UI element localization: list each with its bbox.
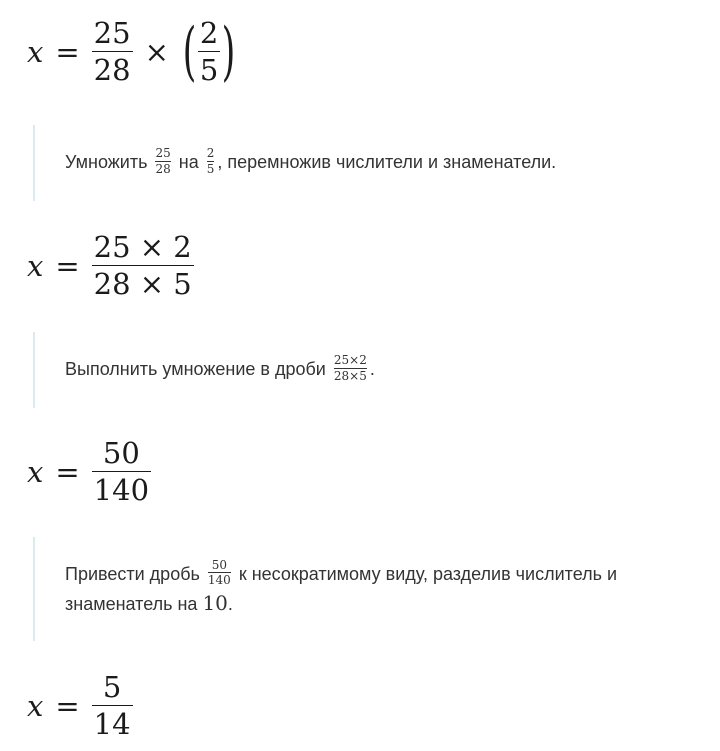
equals-sign: = <box>55 34 80 69</box>
denominator: 14 <box>93 707 131 742</box>
denominator: 5 <box>199 53 219 88</box>
variable-x: x <box>27 688 44 723</box>
explain-text: . <box>227 594 233 615</box>
denominator: 28 <box>93 53 131 88</box>
numerator: 25 × 2 <box>93 230 192 264</box>
denominator: 28 <box>155 161 171 176</box>
divisor-value: 10 <box>202 591 228 616</box>
equals-sign: = <box>55 454 80 489</box>
numerator: 50 <box>211 557 227 572</box>
numerator: 25 <box>155 146 171 161</box>
fraction-2-5 <box>198 18 220 86</box>
equation-step-1 <box>27 14 237 89</box>
fraction-25-28 <box>92 18 133 86</box>
explain-text: Привести дробь <box>65 563 200 584</box>
inline-fraction <box>334 354 367 382</box>
explain-text: на <box>178 152 199 173</box>
fraction-5-14 <box>92 672 133 740</box>
numerator: 2 <box>199 16 219 50</box>
denominator: 5 <box>206 161 215 176</box>
denominator: 140 <box>93 473 150 508</box>
fraction-50-140 <box>92 438 151 506</box>
equation-step-2 <box>27 232 194 300</box>
variable-x: x <box>27 248 44 283</box>
denominator: 140 <box>207 573 231 588</box>
numerator: 25 <box>93 16 131 50</box>
numerator: 5 <box>102 670 122 704</box>
explain-text: Выполнить умножение в дроби <box>65 359 326 380</box>
numerator: 25×2 <box>333 353 367 368</box>
inline-fraction <box>207 147 215 175</box>
equals-sign: = <box>55 248 80 283</box>
explanation-step-1 <box>33 125 693 201</box>
denominator: 28 × 5 <box>93 267 192 302</box>
right-paren: ) <box>221 14 236 89</box>
denominator: 28×5 <box>333 368 367 383</box>
inline-fraction <box>155 147 170 175</box>
explain-text: . <box>369 359 375 380</box>
equals-sign: = <box>55 688 80 723</box>
variable-x: x <box>27 34 44 69</box>
variable-x: x <box>27 454 44 489</box>
explain-text: Умножить <box>65 152 148 173</box>
explanation-step-2 <box>33 332 693 408</box>
numerator: 2 <box>206 146 215 161</box>
fraction-product <box>92 232 194 300</box>
times-sign: × <box>144 34 169 69</box>
equation-step-3 <box>27 438 151 506</box>
left-paren: ( <box>182 14 197 89</box>
inline-fraction <box>208 559 231 587</box>
numerator: 50 <box>102 436 140 470</box>
equation-step-4 <box>27 672 133 740</box>
explain-text: к несократимому виду, разделив числитель и знаменатель на <box>65 563 618 615</box>
explanation-step-3 <box>33 537 693 641</box>
explain-text: , перемножив числители и знаменатели. <box>217 152 557 173</box>
